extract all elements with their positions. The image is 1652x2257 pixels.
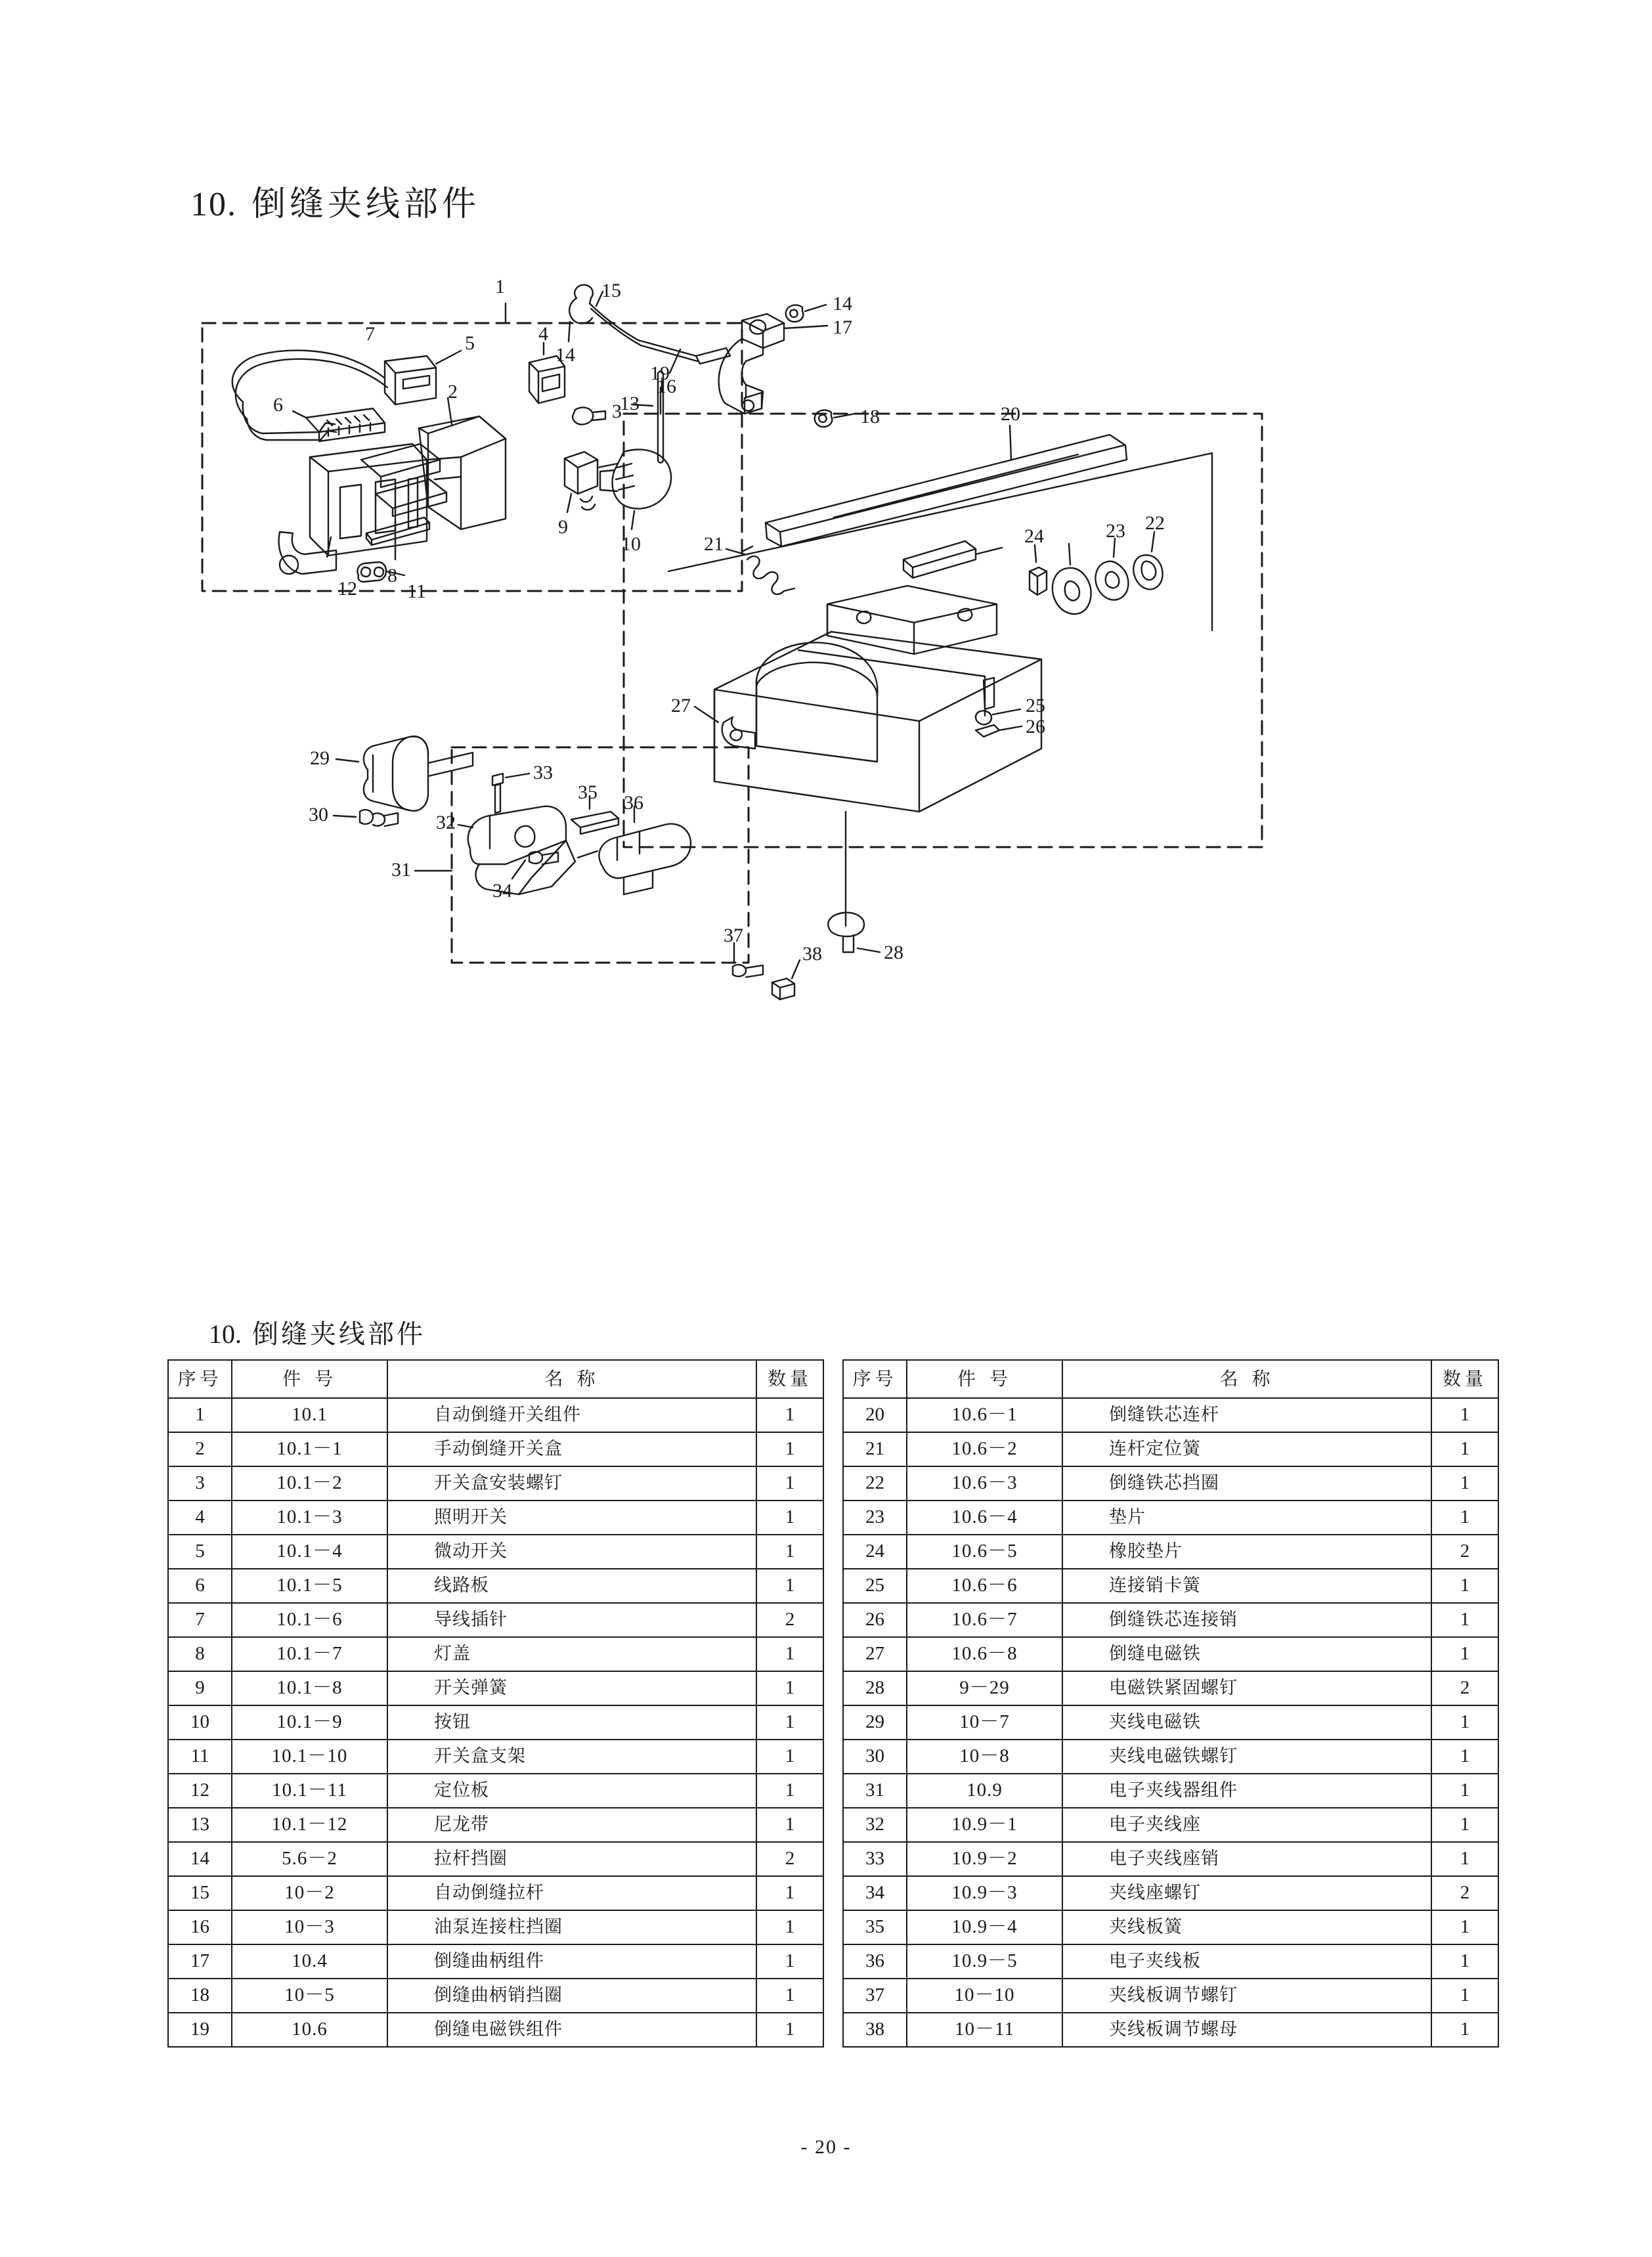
table-row	[843, 1808, 1498, 1842]
cell-code: 9－29	[907, 1671, 1062, 1705]
callout-37: 37	[724, 925, 743, 946]
cell-qty: 1	[756, 1398, 823, 1432]
cell-code: 10－7	[907, 1705, 1062, 1740]
table-caption-text: 倒缝夹线部件	[252, 1319, 425, 1349]
callout-16: 16	[657, 376, 676, 397]
cell-index: 19	[168, 2013, 232, 2047]
cell-index: 3	[168, 1466, 232, 1501]
cell-index: 1	[168, 1398, 232, 1432]
callout-25: 25	[1026, 695, 1045, 716]
cell-code: 10.1－1	[232, 1432, 387, 1466]
cell-qty: 1	[756, 1637, 823, 1671]
cell-index: 22	[843, 1466, 907, 1501]
callout-20: 20	[1001, 403, 1020, 425]
table-row	[843, 1705, 1498, 1740]
cell-qty: 2	[756, 1842, 823, 1876]
cell-name: 电子夹线座	[1062, 1808, 1431, 1842]
cell-name: 电子夹线板	[1062, 1944, 1431, 1979]
cell-index: 17	[168, 1944, 232, 1979]
cell-index: 8	[168, 1637, 232, 1671]
cell-name: 垫片	[1062, 1501, 1431, 1535]
table-row	[168, 1637, 823, 1671]
cell-qty: 1	[756, 1535, 823, 1569]
column-header-index: 序号	[843, 1360, 907, 1398]
cell-code: 10.9－5	[907, 1944, 1062, 1979]
table-row	[843, 1569, 1498, 1603]
cell-qty: 1	[1431, 1398, 1498, 1432]
cell-qty: 1	[756, 1979, 823, 2013]
cell-name: 倒缝铁芯连杆	[1062, 1398, 1431, 1432]
cell-code: 10.9－3	[907, 1876, 1062, 1910]
cell-name: 手动倒缝开关盒	[387, 1432, 756, 1466]
diagram-svg	[164, 263, 1490, 1287]
table-row	[843, 1432, 1498, 1466]
parts-tables	[167, 1359, 1487, 2048]
cell-name: 倒缝曲柄组件	[387, 1944, 756, 1979]
table-row	[843, 1740, 1498, 1774]
callout-29: 29	[310, 747, 330, 769]
cell-name: 导线插针	[387, 1603, 756, 1637]
cell-code: 10.9	[907, 1774, 1062, 1808]
cell-index: 24	[843, 1535, 907, 1569]
cell-index: 30	[843, 1740, 907, 1774]
cell-name: 油泵连接柱挡圈	[387, 1910, 756, 1944]
cell-code: 10.1－5	[232, 1569, 387, 1603]
callout-2: 2	[448, 381, 458, 403]
cell-name: 夹线电磁铁	[1062, 1705, 1431, 1740]
cell-name: 照明开关	[387, 1501, 756, 1535]
table-row	[843, 1842, 1498, 1876]
callout-13: 13	[620, 393, 640, 414]
table-caption	[209, 1313, 425, 1351]
callout-4: 4	[538, 323, 548, 345]
cell-index: 37	[843, 1979, 907, 2013]
callout-9: 9	[558, 516, 568, 538]
table-row	[168, 1671, 823, 1705]
cell-name: 夹线电磁铁螺钉	[1062, 1740, 1431, 1774]
cell-qty: 1	[756, 1740, 823, 1774]
callout-8: 8	[387, 565, 397, 586]
cell-index: 6	[168, 1569, 232, 1603]
cell-code: 10.1－3	[232, 1501, 387, 1535]
table-row	[168, 1910, 823, 1944]
column-header-index: 序号	[168, 1360, 232, 1398]
cell-name: 夹线板调节螺钉	[1062, 1979, 1431, 2013]
cell-qty: 2	[1431, 1671, 1498, 1705]
cell-code: 10.6	[232, 2013, 387, 2047]
cell-index: 35	[843, 1910, 907, 1944]
cell-code: 10－3	[232, 1910, 387, 1944]
callout-19: 19	[650, 362, 670, 384]
cell-code: 10.1－2	[232, 1466, 387, 1501]
table-row	[843, 1398, 1498, 1432]
cell-qty: 1	[1431, 1569, 1498, 1603]
cell-index: 5	[168, 1535, 232, 1569]
cell-qty: 1	[1431, 1603, 1498, 1637]
cell-qty: 1	[1431, 1808, 1498, 1842]
cell-qty: 1	[1431, 1501, 1498, 1535]
cell-name: 灯盖	[387, 1637, 756, 1671]
table-row	[843, 1876, 1498, 1910]
column-header-qty: 数量	[756, 1360, 823, 1398]
cell-name: 自动倒缝拉杆	[387, 1876, 756, 1910]
cell-qty: 2	[756, 1603, 823, 1637]
table-row	[168, 1876, 823, 1910]
table-row	[843, 1535, 1498, 1569]
cell-qty: 1	[756, 1944, 823, 1979]
column-header-name: 名 称	[387, 1360, 756, 1398]
cell-index: 4	[168, 1501, 232, 1535]
table-row	[843, 2013, 1498, 2047]
callout-36: 36	[624, 792, 643, 814]
cell-name: 开关弹簧	[387, 1671, 756, 1705]
cell-index: 28	[843, 1671, 907, 1705]
page-title-number: 10.	[190, 186, 237, 223]
callout-10: 10	[621, 533, 641, 555]
cell-index: 16	[168, 1910, 232, 1944]
cell-qty: 1	[1431, 1979, 1498, 2013]
callout-27: 27	[671, 695, 691, 716]
cell-name: 夹线板簧	[1062, 1910, 1431, 1944]
cell-qty: 1	[1431, 1842, 1498, 1876]
cell-name: 微动开关	[387, 1535, 756, 1569]
table-row	[843, 1774, 1498, 1808]
page-title	[190, 176, 480, 225]
table-caption-number: 10.	[209, 1319, 242, 1349]
cell-code: 10－11	[907, 2013, 1062, 2047]
table-row	[168, 1944, 823, 1979]
cell-code: 10－8	[907, 1740, 1062, 1774]
table-row	[168, 1603, 823, 1637]
table-row	[168, 1842, 823, 1876]
cell-qty: 1	[1431, 1910, 1498, 1944]
cell-name: 倒缝曲柄销挡圈	[387, 1979, 756, 2013]
parts-table-right	[842, 1359, 1499, 2048]
table-row	[843, 1671, 1498, 1705]
cell-index: 9	[168, 1671, 232, 1705]
cell-qty: 1	[756, 1671, 823, 1705]
table-row	[168, 2013, 823, 2047]
cell-index: 20	[843, 1398, 907, 1432]
page-title-text: 倒缝夹线部件	[251, 185, 481, 224]
cell-code: 10－2	[232, 1876, 387, 1910]
cell-code: 10.9－2	[907, 1842, 1062, 1876]
cell-name: 按钮	[387, 1705, 756, 1740]
cell-index: 31	[843, 1774, 907, 1808]
cell-index: 2	[168, 1432, 232, 1466]
cell-name: 连杆定位簧	[1062, 1432, 1431, 1466]
cell-name: 橡胶垫片	[1062, 1535, 1431, 1569]
table-header-row	[843, 1360, 1498, 1398]
callout-26: 26	[1026, 716, 1045, 737]
cell-code: 10.6－4	[907, 1501, 1062, 1535]
table-row	[168, 1979, 823, 2013]
cell-name: 电子夹线座销	[1062, 1842, 1431, 1876]
cell-name: 开关盒安装螺钉	[387, 1466, 756, 1501]
table-row	[843, 1944, 1498, 1979]
cell-qty: 1	[756, 1876, 823, 1910]
cell-code: 10.6－7	[907, 1603, 1062, 1637]
cell-code: 10－5	[232, 1979, 387, 2013]
cell-name: 开关盒支架	[387, 1740, 756, 1774]
cell-index: 25	[843, 1569, 907, 1603]
cell-name: 夹线座螺钉	[1062, 1876, 1431, 1910]
cell-qty: 1	[756, 1910, 823, 1944]
cell-name: 夹线板调节螺母	[1062, 2013, 1431, 2047]
table-row	[843, 1979, 1498, 2013]
cell-qty: 1	[1431, 1774, 1498, 1808]
cell-code: 10.1－8	[232, 1671, 387, 1705]
cell-qty: 1	[756, 1569, 823, 1603]
cell-index: 12	[168, 1774, 232, 1808]
table-row	[168, 1432, 823, 1466]
cell-name: 尼龙带	[387, 1808, 756, 1842]
cell-code: 10.4	[232, 1944, 387, 1979]
table-row	[168, 1501, 823, 1535]
table-row	[168, 1398, 823, 1432]
cell-index: 26	[843, 1603, 907, 1637]
cell-qty: 1	[756, 1466, 823, 1501]
callout-17: 17	[833, 317, 852, 338]
parts-table-left	[167, 1359, 824, 2048]
cell-qty: 1	[1431, 1705, 1498, 1740]
page-footer: - 20 -	[800, 2136, 852, 2158]
cell-code: 10.6－1	[907, 1398, 1062, 1432]
cell-code: 10.9－4	[907, 1910, 1062, 1944]
callout-14a: 14	[555, 344, 575, 366]
cell-code: 10.1－10	[232, 1740, 387, 1774]
callout-28: 28	[884, 942, 903, 963]
cell-index: 18	[168, 1979, 232, 2013]
callout-22: 22	[1145, 512, 1165, 534]
callout-11: 11	[407, 581, 426, 602]
cell-code: 5.6－2	[232, 1842, 387, 1876]
cell-index: 15	[168, 1876, 232, 1910]
cell-index: 27	[843, 1637, 907, 1671]
column-header-qty: 数量	[1431, 1360, 1498, 1398]
table-row	[168, 1535, 823, 1569]
cell-index: 11	[168, 1740, 232, 1774]
cell-qty: 2	[1431, 1876, 1498, 1910]
cell-index: 23	[843, 1501, 907, 1535]
cell-name: 倒缝铁芯连接销	[1062, 1603, 1431, 1637]
callout-21: 21	[704, 533, 724, 555]
cell-index: 34	[843, 1876, 907, 1910]
column-header-code: 件 号	[907, 1360, 1062, 1398]
table-row	[843, 1603, 1498, 1637]
callout-34: 34	[492, 880, 512, 902]
cell-index: 7	[168, 1603, 232, 1637]
cell-code: 10.6－2	[907, 1432, 1062, 1466]
table-row	[168, 1466, 823, 1501]
callout-12: 12	[337, 578, 357, 600]
cell-index: 10	[168, 1705, 232, 1740]
cell-index: 13	[168, 1808, 232, 1842]
callout-38: 38	[802, 943, 822, 965]
cell-qty: 1	[756, 1501, 823, 1535]
callout-30: 30	[309, 804, 328, 825]
callout-5: 5	[465, 332, 475, 354]
table-row	[168, 1740, 823, 1774]
column-header-name: 名 称	[1062, 1360, 1431, 1398]
cell-name: 电磁铁紧固螺钉	[1062, 1671, 1431, 1705]
cell-name: 电子夹线器组件	[1062, 1774, 1431, 1808]
cell-qty: 1	[756, 1808, 823, 1842]
cell-qty: 1	[756, 2013, 823, 2047]
cell-code: 10.1－11	[232, 1774, 387, 1808]
column-header-code: 件 号	[232, 1360, 387, 1398]
callout-18: 18	[860, 406, 880, 427]
callout-35: 35	[578, 781, 598, 803]
cell-qty: 1	[1431, 1466, 1498, 1501]
cell-qty: 1	[1431, 1637, 1498, 1671]
callout-3: 3	[612, 401, 622, 422]
cell-qty: 1	[1431, 1740, 1498, 1774]
callout-32: 32	[436, 812, 456, 833]
cell-qty: 1	[756, 1774, 823, 1808]
cell-code: 10.6－5	[907, 1535, 1062, 1569]
cell-index: 32	[843, 1808, 907, 1842]
cell-code: 10.1	[232, 1398, 387, 1432]
exploded-diagram	[164, 263, 1490, 1287]
cell-code: 10－10	[907, 1979, 1062, 2013]
cell-index: 36	[843, 1944, 907, 1979]
callout-31: 31	[391, 859, 411, 881]
table-row	[843, 1637, 1498, 1671]
cell-code: 10.9－1	[907, 1808, 1062, 1842]
table-row	[843, 1501, 1498, 1535]
cell-name: 线路板	[387, 1569, 756, 1603]
callout-7: 7	[365, 323, 375, 345]
cell-name: 倒缝电磁铁组件	[387, 2013, 756, 2047]
cell-code: 10.6－3	[907, 1466, 1062, 1501]
cell-code: 10.6－6	[907, 1569, 1062, 1603]
callout-33: 33	[533, 762, 553, 783]
cell-name: 拉杆挡圈	[387, 1842, 756, 1876]
cell-code: 10.1－9	[232, 1705, 387, 1740]
cell-name: 自动倒缝开关组件	[387, 1398, 756, 1432]
table-row	[168, 1705, 823, 1740]
cell-name: 倒缝铁芯挡圈	[1062, 1466, 1431, 1501]
cell-index: 38	[843, 2013, 907, 2047]
callout-6: 6	[273, 394, 283, 416]
cell-code: 10.1－7	[232, 1637, 387, 1671]
callout-1: 1	[495, 276, 505, 297]
cell-qty: 1	[756, 1705, 823, 1740]
cell-qty: 1	[1431, 1944, 1498, 1979]
cell-code: 10.1－6	[232, 1603, 387, 1637]
table-row	[168, 1774, 823, 1808]
cell-code: 10.1－4	[232, 1535, 387, 1569]
cell-qty: 2	[1431, 1535, 1498, 1569]
cell-qty: 1	[1431, 1432, 1498, 1466]
cell-qty: 1	[1431, 2013, 1498, 2047]
callout-24: 24	[1024, 525, 1044, 547]
callout-23: 23	[1106, 520, 1125, 542]
cell-index: 14	[168, 1842, 232, 1876]
cell-name: 连接销卡簧	[1062, 1569, 1431, 1603]
cell-qty: 1	[756, 1432, 823, 1466]
cell-code: 10.6－8	[907, 1637, 1062, 1671]
cell-index: 21	[843, 1432, 907, 1466]
cell-index: 33	[843, 1842, 907, 1876]
cell-name: 倒缝电磁铁	[1062, 1637, 1431, 1671]
table-row	[168, 1569, 823, 1603]
cell-code: 10.1－12	[232, 1808, 387, 1842]
callout-15: 15	[601, 280, 621, 301]
cell-index: 29	[843, 1705, 907, 1740]
callout-14b: 14	[833, 293, 852, 315]
table-header-row	[168, 1360, 823, 1398]
table-row	[843, 1910, 1498, 1944]
table-row	[843, 1466, 1498, 1501]
cell-name: 定位板	[387, 1774, 756, 1808]
table-row	[168, 1808, 823, 1842]
